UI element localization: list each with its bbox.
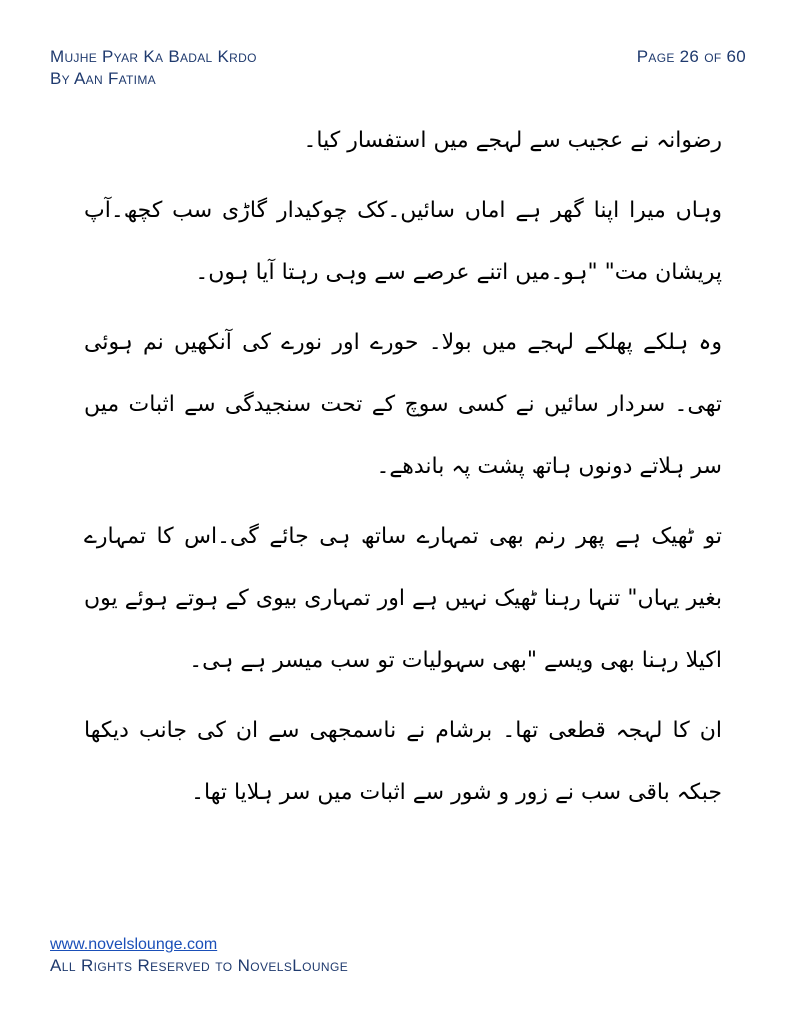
header-left xyxy=(50,46,257,90)
page-footer xyxy=(50,935,348,977)
novel-title: Mujhe Pyar Ka Badal Krdo xyxy=(50,47,257,66)
author-name: By Aan Fatima xyxy=(50,69,156,88)
paragraph-3: وہ ہلکے پھلکے لہجے میں بولا۔ حورے اور نورے کی آنکھیں نم ہوئی تھی۔ سردار سائیں نے کسی سوچ کے تحت سنجیدگی سے اثبات میں سر ہلاتے دونوں ہاتھ پشت پہ باندھے۔ xyxy=(84,330,722,479)
copyright-notice: All Rights Reserved to NovelsLounge xyxy=(50,956,349,975)
paragraph-5: ان کا لہجہ قطعی تھا۔ برشام نے ناسمجھی سے ان کی جانب دیکھا جبکہ باقی سب نے زور و شور سے اثبات میں سر ہلایا تھا۔ xyxy=(84,718,722,805)
document-body xyxy=(84,110,722,832)
paragraph-1: رضوانہ نے عجیب سے لہجے میں استفسار کیا۔ xyxy=(303,128,722,153)
paragraph-4: تو ٹھیک ہے پھر رنم بھی تمہارے ساتھ ہی جائے گی۔اس کا تمہارے بغیر یہاں" تنہا رہنا ٹھیک نہیں ہے اور تمہاری بیوی کے ہوتے ہوئے یوں اکیلا رہنا بھی ویسے "بھی سہولیات تو سب میسر ہے ہی۔ xyxy=(84,524,722,673)
paragraph-2: وہاں میرا اپنا گھر ہے اماں سائیں۔کک چوکیدار گاڑی سب کچھ۔آپ پریشان مت" "ہو۔میں اتنے عرصے سے وہی رہتا آیا ہوں۔ xyxy=(84,198,722,285)
website-link[interactable]: www.novelslounge.com xyxy=(50,936,218,953)
page-number: Page 26 of 60 xyxy=(636,47,746,66)
